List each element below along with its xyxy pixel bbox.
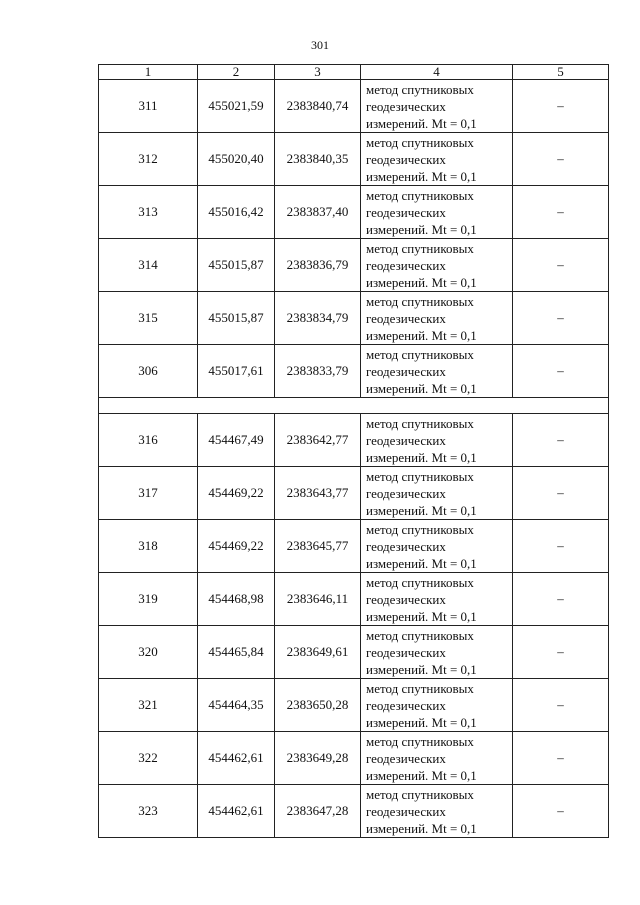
- y-coordinate-cell: 2383834,79: [275, 292, 361, 345]
- table-row: [99, 626, 609, 679]
- y-coordinate-cell: 2383650,28: [275, 679, 361, 732]
- point-number-cell: 306: [99, 345, 198, 398]
- method-line: геодезических: [366, 98, 446, 114]
- method-line: измерений. Mt = 0,1: [366, 608, 477, 624]
- method-line: геодезических: [366, 697, 446, 713]
- y-coordinate-cell: 2383837,40: [275, 186, 361, 239]
- y-coordinate-cell: 2383642,77: [275, 414, 361, 467]
- note-cell: –: [513, 520, 609, 573]
- method-line: геодезических: [366, 257, 446, 273]
- method-cell: [361, 732, 513, 785]
- method-line: геодезических: [366, 204, 446, 220]
- point-number-cell: 314: [99, 239, 198, 292]
- method-cell: [361, 467, 513, 520]
- method-cell: [361, 133, 513, 186]
- method-cell: [361, 520, 513, 573]
- method-line: геодезических: [366, 485, 446, 501]
- point-number-cell: 315: [99, 292, 198, 345]
- method-line: геодезических: [366, 591, 446, 607]
- method-line: метод спутниковых: [366, 521, 474, 537]
- header-cell-2: 2: [198, 65, 275, 80]
- method-line: измерений. Mt = 0,1: [366, 380, 477, 396]
- note-cell: –: [513, 785, 609, 838]
- point-number-cell: 320: [99, 626, 198, 679]
- x-coordinate-cell: 455020,40: [198, 133, 275, 186]
- table-row: [99, 80, 609, 133]
- method-cell: [361, 785, 513, 838]
- point-number-cell: 321: [99, 679, 198, 732]
- x-coordinate-cell: 454465,84: [198, 626, 275, 679]
- method-line: метод спутниковых: [366, 134, 474, 150]
- note-cell: –: [513, 80, 609, 133]
- x-coordinate-cell: 455015,87: [198, 239, 275, 292]
- method-cell: [361, 679, 513, 732]
- note-cell: –: [513, 626, 609, 679]
- method-line: геодезических: [366, 151, 446, 167]
- method-line: геодезических: [366, 310, 446, 326]
- method-line: метод спутниковых: [366, 627, 474, 643]
- note-cell: –: [513, 679, 609, 732]
- point-number-cell: 312: [99, 133, 198, 186]
- header-cell-3: 3: [275, 65, 361, 80]
- method-line: метод спутниковых: [366, 293, 474, 309]
- x-coordinate-cell: 454462,61: [198, 732, 275, 785]
- method-line: метод спутниковых: [366, 240, 474, 256]
- method-line: геодезических: [366, 750, 446, 766]
- method-line: измерений. Mt = 0,1: [366, 502, 477, 518]
- method-line: измерений. Mt = 0,1: [366, 555, 477, 571]
- note-cell: –: [513, 467, 609, 520]
- note-cell: –: [513, 133, 609, 186]
- page-number: 301: [311, 38, 329, 52]
- table-row: [99, 520, 609, 573]
- point-number-cell: 311: [99, 80, 198, 133]
- method-cell: [361, 573, 513, 626]
- x-coordinate-cell: 454464,35: [198, 679, 275, 732]
- method-cell: [361, 186, 513, 239]
- method-line: геодезических: [366, 803, 446, 819]
- table-row: [99, 133, 609, 186]
- method-cell: [361, 626, 513, 679]
- note-cell: –: [513, 292, 609, 345]
- table-row: [99, 679, 609, 732]
- header-cell-1: 1: [99, 65, 198, 80]
- method-line: измерений. Mt = 0,1: [366, 327, 477, 343]
- y-coordinate-cell: 2383645,77: [275, 520, 361, 573]
- table-header-row: [99, 65, 609, 80]
- method-line: измерений. Mt = 0,1: [366, 820, 477, 836]
- table-row: [99, 345, 609, 398]
- table-row: [99, 186, 609, 239]
- method-line: измерений. Mt = 0,1: [366, 661, 477, 677]
- method-line: измерений. Mt = 0,1: [366, 274, 477, 290]
- method-line: измерений. Mt = 0,1: [366, 767, 477, 783]
- header-cell-5: 5: [513, 65, 609, 80]
- method-cell: [361, 292, 513, 345]
- table-row: [99, 292, 609, 345]
- point-number-cell: 318: [99, 520, 198, 573]
- method-line: измерений. Mt = 0,1: [366, 115, 477, 131]
- point-number-cell: 323: [99, 785, 198, 838]
- method-line: измерений. Mt = 0,1: [366, 221, 477, 237]
- method-cell: [361, 80, 513, 133]
- method-line: геодезических: [366, 644, 446, 660]
- header-cell-4: 4: [361, 65, 513, 80]
- y-coordinate-cell: 2383836,79: [275, 239, 361, 292]
- point-number-cell: 319: [99, 573, 198, 626]
- y-coordinate-cell: 2383649,28: [275, 732, 361, 785]
- note-cell: –: [513, 573, 609, 626]
- method-line: метод спутниковых: [366, 346, 474, 362]
- point-number-cell: 316: [99, 414, 198, 467]
- method-line: измерений. Mt = 0,1: [366, 714, 477, 730]
- y-coordinate-cell: 2383840,74: [275, 80, 361, 133]
- point-number-cell: 313: [99, 186, 198, 239]
- x-coordinate-cell: 455016,42: [198, 186, 275, 239]
- x-coordinate-cell: 454467,49: [198, 414, 275, 467]
- point-number-cell: 317: [99, 467, 198, 520]
- table-row: [99, 239, 609, 292]
- method-line: метод спутниковых: [366, 733, 474, 749]
- y-coordinate-cell: 2383833,79: [275, 345, 361, 398]
- method-line: метод спутниковых: [366, 574, 474, 590]
- note-cell: –: [513, 414, 609, 467]
- x-coordinate-cell: 454469,22: [198, 467, 275, 520]
- note-cell: –: [513, 732, 609, 785]
- x-coordinate-cell: 455015,87: [198, 292, 275, 345]
- table-row: [99, 785, 609, 838]
- point-number-cell: 322: [99, 732, 198, 785]
- method-line: измерений. Mt = 0,1: [366, 168, 477, 184]
- note-cell: –: [513, 186, 609, 239]
- method-line: измерений. Mt = 0,1: [366, 449, 477, 465]
- section-separator-cell: [99, 398, 609, 414]
- table-row: [99, 467, 609, 520]
- y-coordinate-cell: 2383647,28: [275, 785, 361, 838]
- table-row: [99, 573, 609, 626]
- method-line: геодезических: [366, 538, 446, 554]
- x-coordinate-cell: 455017,61: [198, 345, 275, 398]
- section-separator-row: [99, 398, 609, 414]
- method-cell: [361, 239, 513, 292]
- method-line: метод спутниковых: [366, 786, 474, 802]
- x-coordinate-cell: 455021,59: [198, 80, 275, 133]
- table-row: [99, 732, 609, 785]
- method-line: метод спутниковых: [366, 81, 474, 97]
- y-coordinate-cell: 2383643,77: [275, 467, 361, 520]
- method-line: геодезических: [366, 432, 446, 448]
- coordinates-table: [98, 64, 609, 838]
- note-cell: –: [513, 239, 609, 292]
- method-line: метод спутниковых: [366, 680, 474, 696]
- y-coordinate-cell: 2383649,61: [275, 626, 361, 679]
- method-line: метод спутниковых: [366, 468, 474, 484]
- method-cell: [361, 414, 513, 467]
- y-coordinate-cell: 2383840,35: [275, 133, 361, 186]
- y-coordinate-cell: 2383646,11: [275, 573, 361, 626]
- method-cell: [361, 345, 513, 398]
- table-row: [99, 414, 609, 467]
- method-line: метод спутниковых: [366, 187, 474, 203]
- method-line: метод спутниковых: [366, 415, 474, 431]
- x-coordinate-cell: 454469,22: [198, 520, 275, 573]
- x-coordinate-cell: 454468,98: [198, 573, 275, 626]
- note-cell: –: [513, 345, 609, 398]
- method-line: геодезических: [366, 363, 446, 379]
- x-coordinate-cell: 454462,61: [198, 785, 275, 838]
